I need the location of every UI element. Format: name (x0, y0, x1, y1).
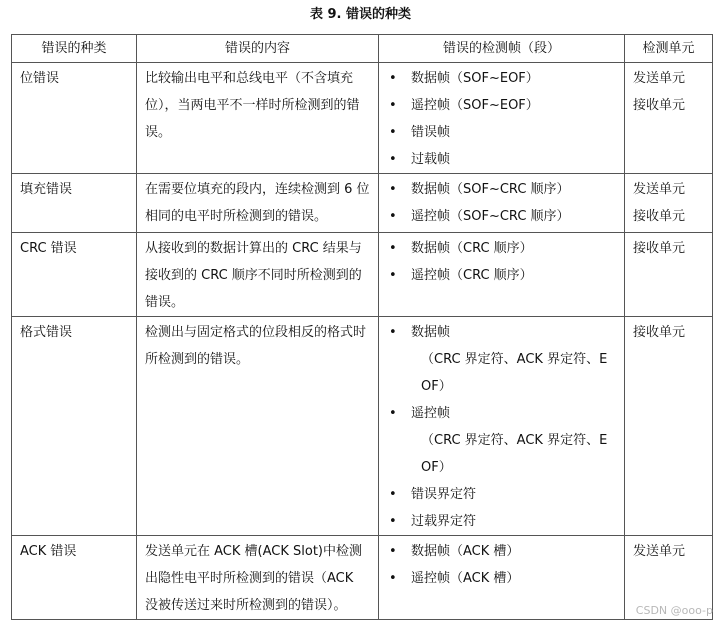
frame-list (387, 235, 616, 289)
frame-list-item (387, 119, 616, 146)
error-content-cell: 比较输出电平和总线电平（不含填充位），当两电平不一样时所检测到的错误。 (137, 63, 379, 174)
frame-label: 数据帧（SOF~EOF） (411, 71, 539, 86)
bullet-icon: • (389, 487, 397, 502)
frame-list-item (387, 481, 616, 508)
frame-list-item (387, 146, 616, 173)
bullet-icon: • (389, 406, 397, 421)
frame-list (387, 176, 616, 230)
detection-frame-cell (379, 174, 625, 233)
frame-label: 错误界定符 (411, 487, 477, 502)
detection-unit-label: 接收单元 (633, 209, 686, 224)
detection-unit-cell (625, 63, 713, 174)
detection-frame-cell (379, 63, 625, 174)
watermark: CSDN @ooo-p (635, 604, 713, 617)
frame-label: 数据帧 (411, 325, 451, 340)
header-error-content: 错误的内容 (137, 35, 379, 63)
frame-list-item (387, 565, 616, 592)
frame-label: 遥控帧（SOF~CRC 顺序） (411, 209, 570, 224)
frame-label: 过载界定符 (411, 514, 477, 529)
error-content-cell: 检测出与固定格式的位段相反的格式时所检测到的错误。 (137, 317, 379, 536)
header-detection-unit: 检测单元 (625, 35, 713, 63)
bullet-icon: • (389, 571, 397, 586)
bullet-icon: • (389, 514, 397, 529)
frame-list (387, 319, 616, 535)
frame-label: 过载帧 (411, 152, 451, 167)
frame-list-item (387, 176, 616, 203)
table-row (12, 174, 713, 233)
frame-list-item (387, 400, 616, 481)
bullet-icon: • (389, 325, 397, 340)
detection-unit-label: 接收单元 (633, 98, 686, 113)
error-content-cell: 发送单元在 ACK 槽(ACK Slot)中检测出隐性电平时所检测到的错误（ACK 没被传送过来时所检测到的错误）。 (137, 536, 379, 620)
frame-list-item (387, 508, 616, 535)
error-type-cell: 填充错误 (12, 174, 137, 233)
detection-unit-label: 接收单元 (633, 325, 686, 340)
table-body (12, 63, 713, 620)
frame-label: 遥控帧（SOF~EOF） (411, 98, 539, 113)
frame-label: 数据帧（SOF~CRC 顺序） (411, 182, 570, 197)
bullet-icon: • (389, 98, 397, 113)
frame-list-item (387, 262, 616, 289)
error-types-table (11, 34, 713, 620)
error-type-cell: ACK 错误 (12, 536, 137, 620)
detection-unit-cell (625, 174, 713, 233)
detection-frame-cell (379, 317, 625, 536)
frame-label: 错误帧 (411, 125, 451, 140)
frame-list-item (387, 65, 616, 92)
detection-unit-label: 发送单元 (633, 544, 686, 559)
detection-unit-label: 发送单元 (633, 182, 686, 197)
error-content-cell: 从接收到的数据计算出的 CRC 结果与接收到的 CRC 顺序不同时所检测到的错误。 (137, 233, 379, 317)
frame-list-item (387, 538, 616, 565)
error-type-cell: 位错误 (12, 63, 137, 174)
frame-list-item (387, 235, 616, 262)
bullet-icon: • (389, 209, 397, 224)
frame-list (387, 65, 616, 173)
table-row (12, 233, 713, 317)
bullet-icon: • (389, 544, 397, 559)
table-caption: 表 9. 错误的种类 (309, 7, 412, 22)
detection-unit-cell (625, 233, 713, 317)
header-error-type: 错误的种类 (12, 35, 137, 63)
frame-sublabel: （CRC 界定符、ACK 界定符、EOF） (421, 352, 608, 394)
bullet-icon: • (389, 71, 397, 86)
detection-unit-cell (625, 317, 713, 536)
table-row (12, 317, 713, 536)
header-row (12, 35, 713, 63)
table-row (12, 63, 713, 174)
frame-label: 遥控帧（CRC 顺序） (411, 268, 533, 283)
detection-frame-cell (379, 536, 625, 620)
frame-label: 遥控帧 (411, 406, 451, 421)
header-detection-frame: 错误的检测帧（段） (379, 35, 625, 63)
detection-unit-label: 接收单元 (633, 241, 686, 256)
bullet-icon: • (389, 152, 397, 167)
frame-list-item (387, 319, 616, 400)
frame-label: 数据帧（ACK 槽） (411, 544, 520, 559)
detection-frame-cell (379, 233, 625, 317)
table-row (12, 536, 713, 620)
frame-list-item (387, 92, 616, 119)
bullet-icon: • (389, 182, 397, 197)
frame-sublabel: （CRC 界定符、ACK 界定符、EOF） (421, 433, 608, 475)
bullet-icon: • (389, 268, 397, 283)
frame-list-item (387, 203, 616, 230)
bullet-icon: • (389, 125, 397, 140)
frame-label: 数据帧（CRC 顺序） (411, 241, 533, 256)
detection-unit-label: 发送单元 (633, 71, 686, 86)
error-type-cell: CRC 错误 (12, 233, 137, 317)
bullet-icon: • (389, 241, 397, 256)
error-type-cell: 格式错误 (12, 317, 137, 536)
frame-list (387, 538, 616, 592)
frame-label: 遥控帧（ACK 槽） (411, 571, 520, 586)
error-content-cell: 在需要位填充的段内，连续检测到 6 位相同的电平时所检测到的错误。 (137, 174, 379, 233)
